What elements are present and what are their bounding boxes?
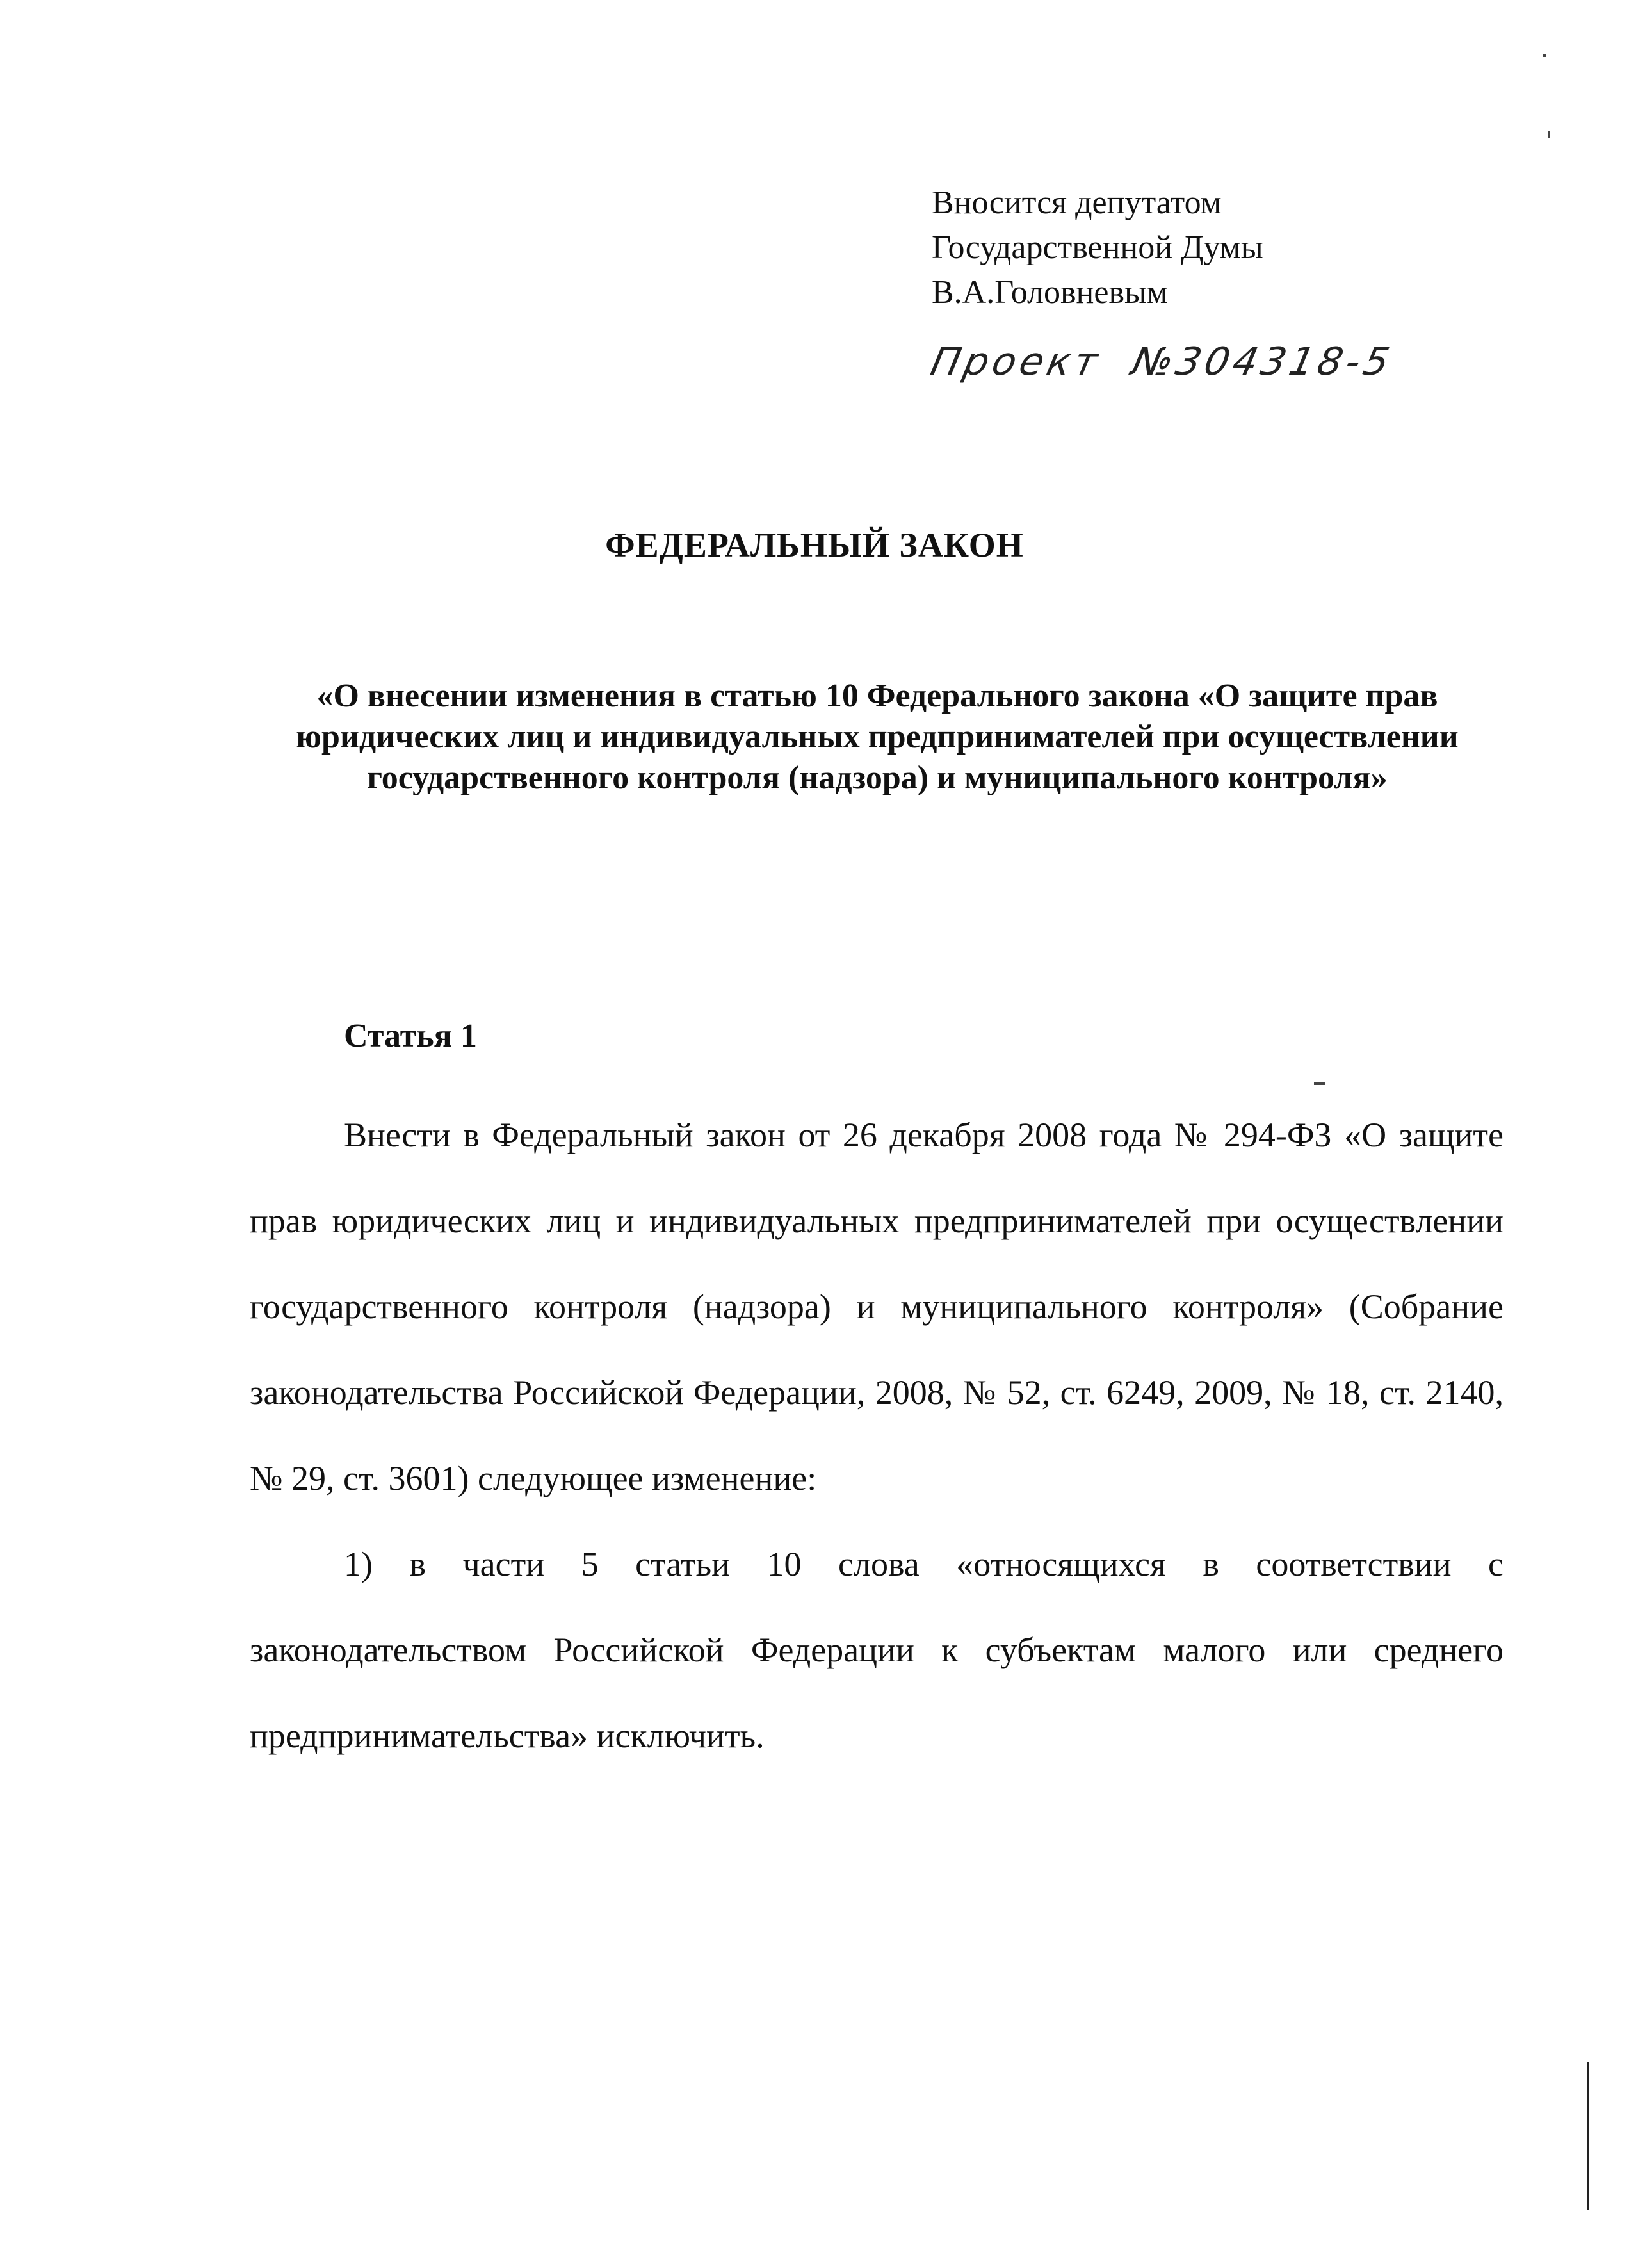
article-heading: Статья 1	[344, 1018, 477, 1054]
submitted-by-line-2: Государственной Думы	[932, 229, 1263, 266]
handwritten-project-number	[927, 339, 1429, 384]
handwritten-project-label: Проект	[927, 339, 1106, 384]
scan-speck	[1548, 131, 1550, 138]
scan-speck	[1314, 1082, 1325, 1085]
scan-speck	[1543, 54, 1546, 57]
handwritten-project-number-value: №304318-5	[1128, 339, 1397, 384]
law-title: ФЕДЕРАЛЬНЫЙ ЗАКОН	[605, 526, 1024, 564]
article-paragraph-1: Внести в Федеральный закон от 26 декабря 2008 года № 294-ФЗ «О защите прав юридических лиц и индивидуальных предпринимателей при осуществлении государственного контроля (надзора) и муниципального контроля» (Собрание законодательства Российской Федерации, 2008, № 52, ст. 6249, 2009, № 18, ст. 2140, № 29, ст. 3601) следующее изменение:	[250, 1116, 1503, 1497]
submitted-by-block	[932, 181, 1263, 315]
margin-scan-line	[1587, 2062, 1589, 2210]
submitted-by-line-3: В.А.Головневым	[932, 274, 1168, 311]
article-paragraph-2: 1) в части 5 статьи 10 слова «относящихся в соответствии с законодательством Российской Федерации к субъектам малого или среднего предпринимательства» исключить.	[250, 1545, 1503, 1755]
submitted-by-line-1: Вносится депутатом	[932, 184, 1222, 221]
law-subtitle: «О внесении изменения в статью 10 Федерального закона «О защите прав юридических лиц и индивидуальных предпринимателей при осуществлении государственного контроля (надзора) и муниципального контроля»	[296, 678, 1459, 796]
